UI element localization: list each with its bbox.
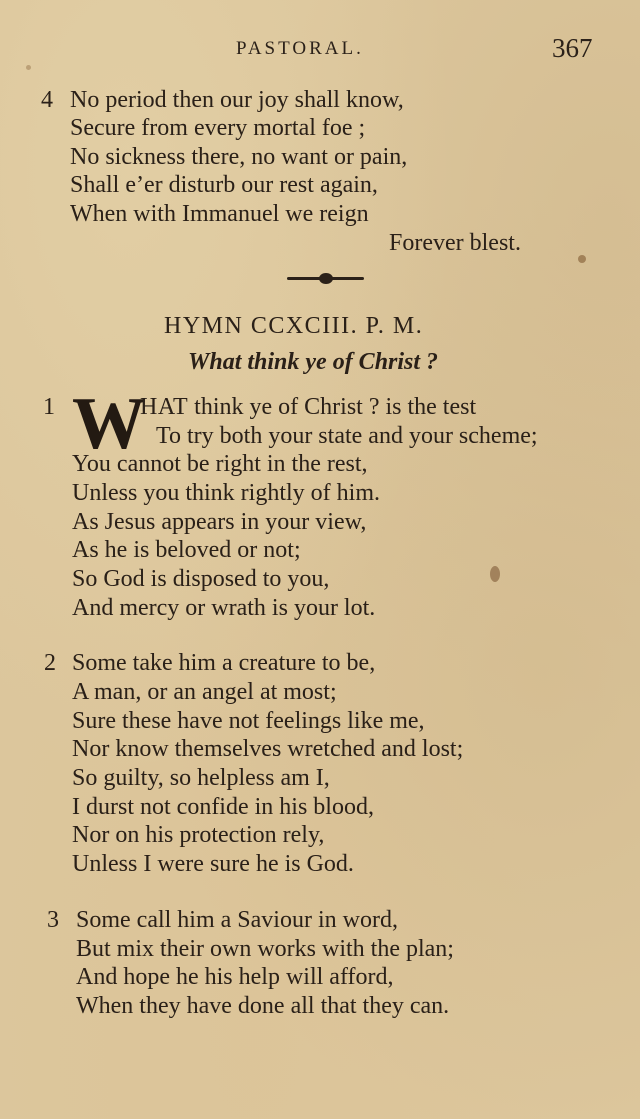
- verse-line: Nor on his protection rely,: [72, 822, 325, 848]
- verse-line: As Jesus appears in your view,: [72, 509, 367, 535]
- verse-line: Some call him a Saviour in word,: [76, 907, 398, 933]
- verse-line: I durst not confide in his blood,: [72, 794, 374, 820]
- verse-line: Secure from every mortal foe ;: [70, 115, 366, 141]
- stanza-number: 1: [43, 394, 55, 420]
- verse-line: So God is disposed to you,: [72, 566, 330, 592]
- verse-line: To try both your state and your scheme;: [156, 423, 538, 449]
- verse-line: Nor know themselves wretched and lost;: [72, 736, 464, 762]
- paper-stain: [578, 255, 586, 263]
- verse-line: Sure these have not feelings like me,: [72, 708, 425, 734]
- verse-line: And hope he his help will afford,: [76, 964, 394, 990]
- verse-line: Shall e’er disturb our rest again,: [70, 172, 378, 198]
- verse-line: And mercy or wrath is your lot.: [72, 595, 376, 621]
- paper-stain: [490, 566, 500, 582]
- drop-cap: W: [72, 383, 146, 465]
- verse-line: No sickness there, no want or pain,: [70, 144, 408, 170]
- verse-final-line: Forever blest.: [389, 230, 521, 256]
- hymn-subtitle: What think ye of Christ ?: [188, 349, 439, 375]
- ornament-diamond: [319, 273, 333, 284]
- stanza-number: 2: [44, 650, 56, 676]
- verse-line: You cannot be right in the rest,: [72, 451, 368, 477]
- verse-line: But mix their own works with the plan;: [76, 936, 454, 962]
- verse-line: Unless you think rightly of him.: [72, 480, 380, 506]
- first-line-tail: think ye of Christ ? is the test: [188, 394, 477, 420]
- paper-stain: [26, 65, 31, 70]
- verse-line: [140, 393, 476, 422]
- stanza-number: 4: [41, 87, 53, 113]
- verse-line: A man, or an angel at most;: [72, 679, 337, 705]
- stanza-number: 3: [47, 907, 59, 933]
- verse-line: Unless I were sure he is God.: [72, 851, 354, 877]
- verse-line: When with Immanuel we reign: [70, 201, 369, 227]
- verse-line: When they have done all that they can.: [76, 993, 450, 1019]
- first-word-caps: HAT: [140, 394, 189, 420]
- verse-line: So guilty, so helpless am I,: [72, 765, 330, 791]
- page-number: 367: [552, 33, 593, 63]
- hymn-title: HYMN CCXCIII. P. M.: [164, 313, 424, 339]
- verse-line: No period then our joy shall know,: [70, 87, 404, 113]
- running-head: PASTORAL.: [236, 38, 364, 59]
- verse-line: Some take him a creature to be,: [72, 650, 376, 676]
- verse-line: As he is beloved or not;: [72, 537, 301, 563]
